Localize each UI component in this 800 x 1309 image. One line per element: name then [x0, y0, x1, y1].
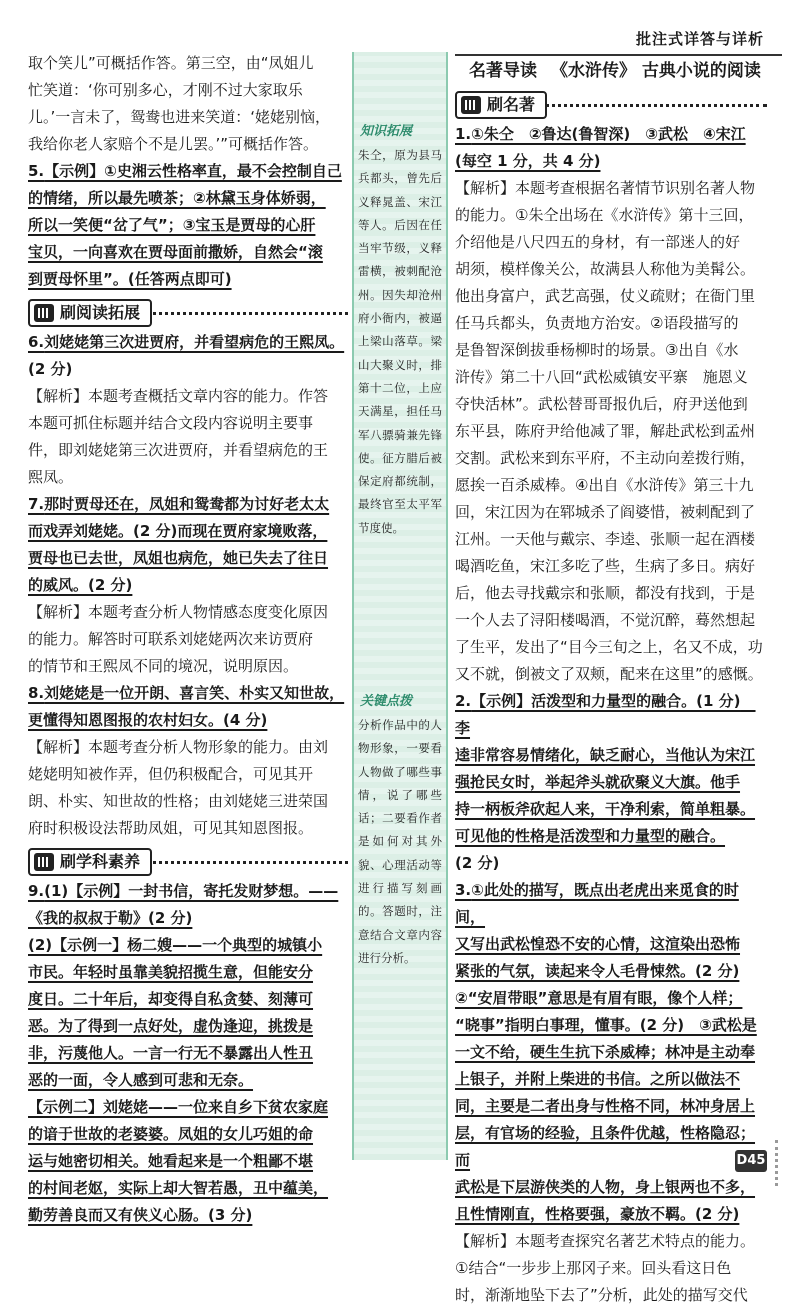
answer-number: 3. — [455, 881, 472, 899]
answer-text: 刘姥姥是一位开朗、喜言笑、朴实又知世故， — [44, 684, 345, 702]
banner-badge — [455, 91, 547, 119]
analysis-line: 【解析】本题考查分析人物情感态度变化原因 — [28, 603, 329, 621]
answer-line: 强抢民女时，举起斧头就砍聚义大旗。他手 — [455, 773, 741, 791]
answer-line — [455, 877, 767, 931]
answer-text: 那时贾母还在，凤姐和鸳鸯都为讨好老太太 — [44, 495, 330, 513]
answer-line: 宝贝，一向喜欢在贾母面前撒娇，自然会“滚 — [28, 243, 323, 261]
banner-badge — [28, 848, 152, 876]
book-icon — [461, 96, 481, 114]
answer-number: 1. — [455, 125, 472, 143]
answer-line: 紧张的气氛，读起来令人毛骨悚然。(2 分) — [455, 962, 740, 980]
answer-line: 《我的叔叔于勒》(2 分) — [28, 909, 193, 927]
answer-line: 逵非常容易情绪化，缺乏耐心，当他认为宋江 — [455, 746, 756, 764]
answer-6 — [28, 329, 348, 491]
edge-dots — [775, 1140, 796, 1186]
answer-line: 市民。年轻时虽靠美貌招揽生意，但能安分 — [28, 963, 314, 981]
answer-line: 勤劳善良而又有侠义心肠。(3 分) — [28, 1206, 253, 1224]
analysis-line: 回，宋江因为在郓城杀了阎婆惜，被刺配到了 — [455, 503, 756, 521]
section-banner-literacy — [28, 848, 348, 874]
analysis-line: ①结合“一步步上那冈子来。回头看这日色 — [455, 1259, 732, 1277]
answer-line: 贾母也已去世，凤姐也病危，她已失去了往日 — [28, 549, 329, 567]
answer-line: 可见他的性格是活泼型和力量型的融合。 — [455, 827, 726, 845]
header-rule — [455, 54, 782, 56]
answer-line: (每空 1 分，共 4 分) — [455, 152, 601, 170]
analysis-line: 江州。一天他与戴宗、李逵、张顺一起在酒楼 — [455, 530, 756, 548]
analysis-line: 件，即刘姥姥第三次进贾府，并看望病危的王 — [28, 441, 329, 459]
section-banner-reading — [28, 299, 348, 325]
analysis-line: 浒传》第二十八回“武松威镇安平寨 施恩义 — [455, 368, 748, 386]
answer-8 — [28, 680, 348, 842]
analysis-line: 的能力。解答时可联系刘姥姥两次来访贾府 — [28, 630, 314, 648]
analysis-line: 东平县，陈府尹给他减了罪，解赴武松到孟州 — [455, 422, 756, 440]
answer-line: 的情绪，所以最先喷茶；②林黛玉身体娇弱， — [28, 189, 326, 207]
banner-badge — [28, 299, 152, 327]
analysis-line: 【解析】本题考查概括文章内容的能力。作答 — [28, 387, 329, 405]
answer-line: 更懂得知恩图报的农村妇女。(4 分) — [28, 711, 268, 729]
answer-2 — [455, 688, 767, 877]
text-line: 忙笑道：‘你可别多心，才刚不过大家取乐 — [28, 81, 303, 99]
answer-line: (2 分) — [28, 360, 73, 378]
answer-7 — [28, 491, 348, 680]
analysis-line: 一个人去了浔阳楼喝酒，不觉沉醉，蓦然想起 — [455, 611, 756, 629]
answer-line: 而戏弄刘姥姥。(2 分)而现在贾府家境败落， — [28, 522, 328, 540]
analysis-line: 任马兵都头，负责地方治安。②语段描写的 — [455, 314, 739, 332]
left-column — [28, 50, 348, 1229]
answer-5 — [28, 158, 348, 293]
analysis-line: 介绍他是八尺四五的身材，有一部迷人的好 — [455, 233, 741, 251]
book-icon — [34, 853, 54, 871]
analysis-line: 【解析】本题考查根据名著情节识别名著人物 — [455, 179, 756, 197]
answer-line — [28, 878, 348, 905]
analysis-line: 胡须，模样像关公，故满县人称他为美髯公。 — [455, 260, 756, 278]
answer-line: (2)【示例一】杨二嫂——一个典型的城镇小 — [28, 936, 323, 954]
answer-line: 恶的一面，令人感到可悲和无奈。 — [28, 1071, 254, 1089]
answer-line: “晓事”指明白事理，懂事。(2 分) ③武松是 — [455, 1016, 757, 1034]
answer-number: 8. — [28, 684, 45, 702]
analysis-line: 夺快活林”。武松替哥哥报仇后，府尹送他到 — [455, 395, 748, 413]
answer-1 — [455, 121, 767, 688]
answer-line: 又写出武松惶恐不安的心情，这渲染出恐怖 — [455, 935, 741, 953]
book-icon — [34, 304, 54, 322]
analysis-line: 姥姥明知被作弄，但仍积极配合，可见其开 — [28, 765, 314, 783]
page-header-title: 批注式详答与详析 — [635, 30, 764, 48]
answer-line — [28, 491, 348, 518]
analysis-line: 喝酒吃鱼，宋江多吃了些，生病了多日。病好 — [455, 557, 756, 575]
answer-line: 【示例二】刘姥姥——一位来自乡下贫农家庭 — [28, 1098, 329, 1116]
analysis-line: 了生平，发出了“目今三旬之上，名又不成，功 — [455, 638, 763, 656]
answer-line: 武松是下层游侠类的人物，身上银两也不多， — [455, 1178, 756, 1196]
text-line: 儿。’一言未了，鸳鸯也进来笑道：‘姥姥别恼， — [28, 108, 331, 126]
text-line: 我给你老人家赔个不是儿罢。’”可概括作答。 — [28, 135, 319, 153]
section-banner-classics — [455, 91, 767, 117]
answer-text: 【示例】①史湘云性格率直，最不会控制自己 — [44, 162, 342, 180]
analysis-line: 府时积极设法帮助凤姐，可见其知恩图报。 — [28, 819, 314, 837]
sidebar-label-knowledge: 知识拓展 — [360, 124, 413, 139]
answer-line: 层，有官场的经验，且条件优越，性格隐忍；而 — [455, 1124, 756, 1169]
sidebar-knowledge-text: 朱仝，原为县马兵都头，曾先后义释晁盖、宋江等人。后因在任当牢节级，义释雷横，被刺配沧州。因失却沧州府小衙内，被逼上梁山落草。梁山大聚义时，排第十二位，上应天满星，担任马军八骠骑兼先锋使。征方腊后被保定府都统制，最终官至太平军节度使。 — [358, 148, 442, 535]
answer-line: 的谙于世故的老婆婆。凤姐的女儿巧姐的命 — [28, 1125, 314, 1143]
section-title: 名著导读 — [469, 61, 537, 81]
text-line: 取个笑儿”可概括作答。第三空，由“凤姐儿 — [28, 54, 314, 72]
answer-line: 持一柄板斧砍起人来，干净利索，简单粗暴。 — [455, 800, 756, 818]
answer-line: 度日。二十年后，却变得自私贪婪、刻薄可 — [28, 990, 314, 1008]
answer-line: 所以一笑便“岔了气”；③宝玉是贾母的心肝 — [28, 216, 316, 234]
analysis-line: 朗、朴实、知世故的性格；由刘姥姥三进荣国 — [28, 792, 329, 810]
analysis-line: 【解析】本题考查探究名著艺术特点的能力。 — [455, 1232, 756, 1250]
intro-text — [28, 50, 348, 158]
banner-label: 刷阅读拓展 — [60, 303, 141, 322]
answer-line — [28, 680, 348, 707]
section-subtitle: 《水浒传》 古典小说的阅读 — [551, 61, 761, 81]
answer-line: 且性情刚直，性格要强，豪放不羁。(2 分) — [455, 1205, 740, 1223]
analysis-line: 【解析】本题考查分析人物形象的能力。由刘 — [28, 738, 329, 756]
analysis-line: 他出身富户，武艺高强，仗义疏财；在衙门里 — [455, 287, 756, 305]
analysis-line: 愿挨一百杀威棒。④出自《水浒传》第三十九 — [455, 476, 754, 494]
answer-9 — [28, 878, 348, 1229]
answer-line: 上银子，并附上柴进的书信。之所以做法不 — [455, 1070, 741, 1088]
analysis-line: 是鲁智深倒拔垂杨柳时的场景。③出自《水 — [455, 341, 739, 359]
answer-line: 运与她密切相关。她看起来是一个粗鄙不堪 — [28, 1152, 314, 1170]
right-column — [455, 58, 767, 1309]
analysis-line: 后，他去寻找戴宗和张顺，都没有找到，于是 — [455, 584, 756, 602]
answer-line: 一文不给，硬生生抗下杀威棒；林冲是主动奉 — [455, 1043, 756, 1061]
analysis-line: 时，渐渐地坠下去了”分析，此处的描写交代 — [455, 1286, 748, 1304]
answer-line: 的村间老妪，实际上却大智若愚，丑中蕴美， — [28, 1179, 329, 1197]
answer-line — [455, 688, 767, 742]
answer-line: (2 分) — [455, 854, 500, 872]
answer-number: 6. — [28, 333, 45, 351]
answer-line: 同，主要是二者出身与性格不同，林冲身居上 — [455, 1097, 756, 1115]
sidebar-keypoint-text: 分析作品中的人物形象，一要看人物做了哪些事情，说了哪些话；二要看作者是如何对其外貌、心理活动等进行描写刻画的。答题时，注意结合文章内容进行分析。 — [358, 718, 442, 965]
answer-text: 刘姥姥第三次进贾府，并看望病危的王熙凤。 — [44, 333, 345, 351]
analysis-line: 熙凤。 — [28, 468, 74, 486]
banner-label: 刷学科素养 — [60, 852, 141, 871]
answer-line: ②“安眉带眼”意思是有眉有眼，像个人样； — [455, 989, 743, 1007]
answer-text: ①朱仝 ②鲁达(鲁智深) ③武松 ④宋江 — [471, 125, 746, 143]
answer-number: 7. — [28, 495, 45, 513]
answer-text: ①此处的描写，既点出老虎出来觅食的时间， — [455, 881, 739, 926]
analysis-line: 交割。武松来到东平府，不主动向差拨行贿， — [455, 449, 756, 467]
answer-number: 9. — [28, 882, 45, 900]
answer-text: 【示例】活泼型和力量型的融合。(1 分) 李 — [455, 692, 756, 737]
answer-line: 非，污蔑他人。一言一行无不暴露出人性丑 — [28, 1044, 314, 1062]
answer-line — [455, 121, 767, 148]
answer-line — [28, 158, 348, 185]
analysis-line: 本题可抓住标题并结合文段内容说明主要事 — [28, 414, 314, 432]
answer-number: 2. — [455, 692, 472, 710]
answer-line — [28, 329, 348, 356]
analysis-line: 的能力。①朱仝出场在《水浒传》第十三回， — [455, 206, 754, 224]
analysis-line: 的情节和王熙凤不同的境况，说明原因。 — [28, 657, 299, 675]
answer-text: (1)【示例】一封书信，寄托发财梦想。—— — [44, 882, 339, 900]
sidebar-label-keypoint: 关键点拨 — [360, 694, 413, 709]
section-header — [455, 58, 767, 85]
answer-line: 的威风。(2 分) — [28, 576, 133, 594]
answer-line: 到贾母怀里”。(任答两点即可) — [28, 270, 232, 288]
answer-line: 恶。为了得到一点好处，虚伪逢迎，挑拨是 — [28, 1017, 314, 1035]
answer-number: 5. — [28, 162, 45, 180]
banner-label: 刷名著 — [487, 95, 536, 114]
analysis-line: 又不就，倒被文了双颊，配来在这里”的感慨。 — [455, 665, 763, 683]
answer-3 — [455, 877, 767, 1309]
page-number: D45 — [735, 1150, 767, 1172]
